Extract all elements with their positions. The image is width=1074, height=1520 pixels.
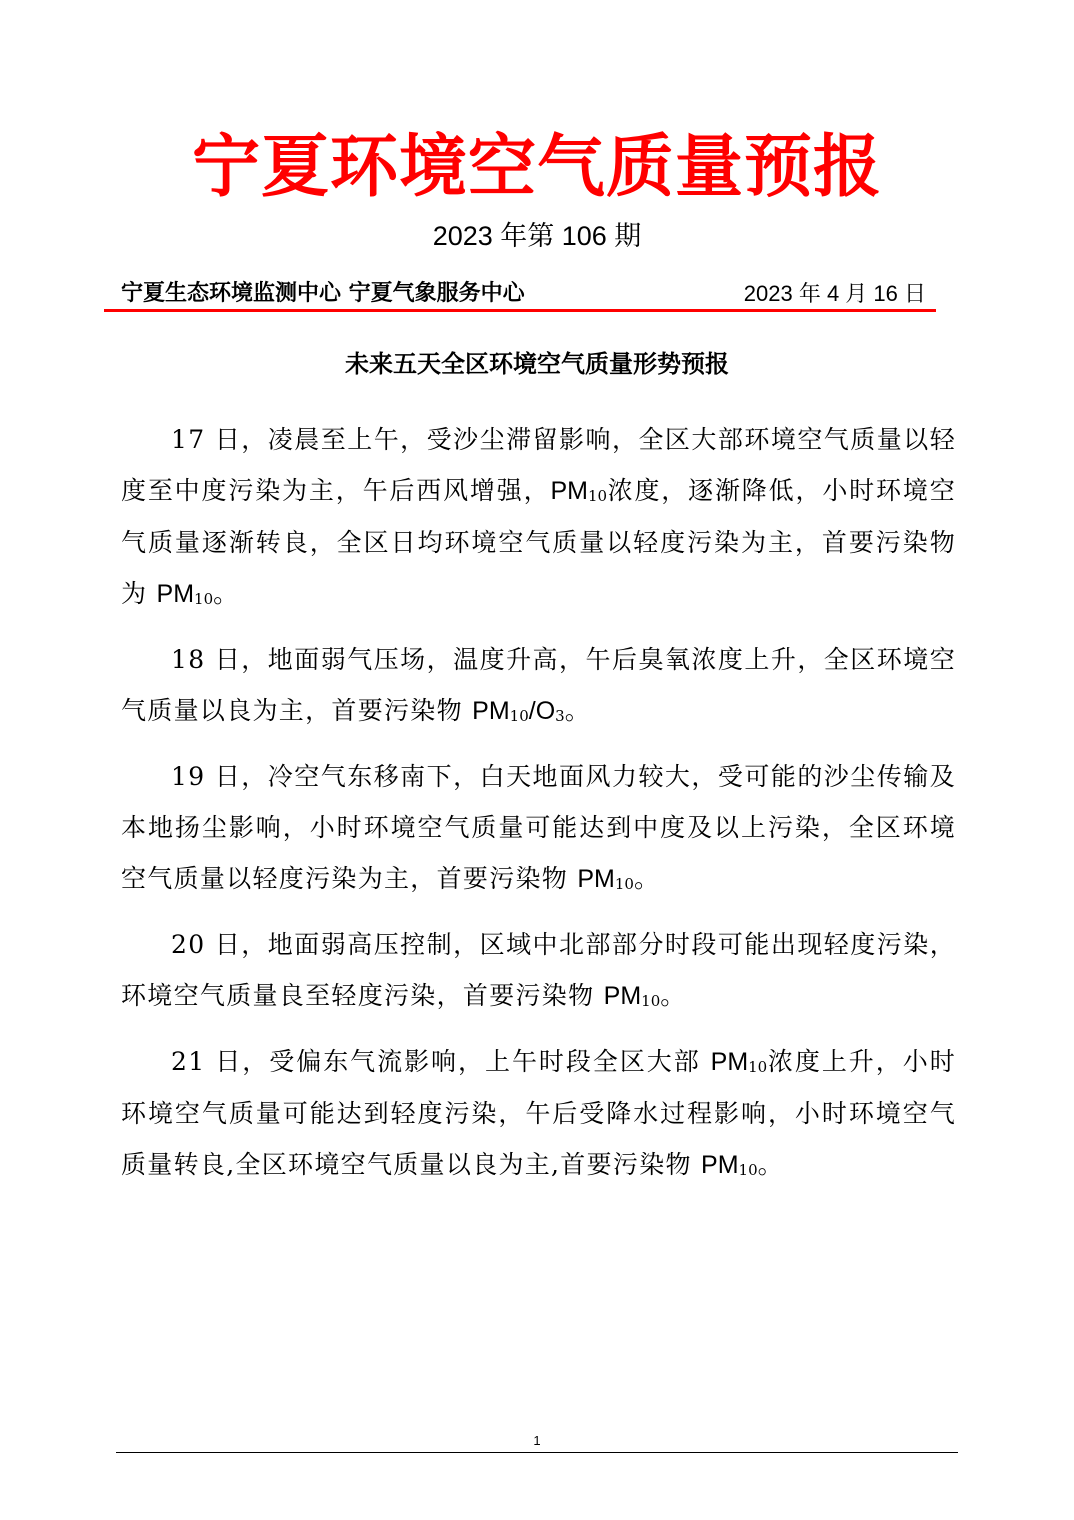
paragraph-end: 。 [213, 579, 240, 608]
paragraph-text: 21 日，受偏东气流影响，上午时段全区大部 [171, 1047, 711, 1076]
pollutant-subscript: 10 [614, 875, 634, 893]
pollutant-pm: PM [710, 1048, 749, 1076]
pollutant-pm: PM [701, 1151, 739, 1179]
pollutant-subscript: 10 [641, 992, 661, 1010]
pollutant-pm: PM [577, 865, 615, 893]
paragraph-end: 。 [564, 696, 592, 725]
paragraph-end: 。 [633, 864, 661, 893]
pollutant-pm: PM [156, 580, 195, 608]
masthead-title: 宁夏环境空气质量预报 [191, 128, 882, 207]
paragraph-text: 20 日，地面弱高压控制，区域中北部部分时段可能出现轻度污染，环境空气质量良至轻度污染，首要污染物 [121, 930, 956, 1010]
page-number: 1 [533, 1433, 541, 1448]
red-divider [104, 309, 936, 312]
footer-divider [116, 1452, 958, 1453]
forecast-paragraph-19 [121, 751, 956, 905]
forecast-paragraph-21 [121, 1036, 956, 1191]
paragraph-end: 。 [757, 1150, 784, 1179]
pollutant-pm: PM [472, 697, 510, 725]
pollutant-pm: PM [550, 477, 588, 505]
pollutant-subscript: 10 [194, 590, 214, 608]
forecast-body [121, 414, 956, 1205]
paragraph-text: 18 日，地面弱气压场，温度升高，午后臭氧浓度上升，全区环境空气质量以良为主，首要污染物 [121, 645, 956, 725]
section-title: 未来五天全区环境空气质量形势预报 [345, 350, 729, 378]
paragraph-text: 19 日，冷空气东移南下，白天地面风力较大，受可能的沙尘传输及本地扬尘影响，小时环境空气质量可能达到中度及以上污染，全区环境空气质量以轻度污染为主，首要污染物 [121, 762, 956, 893]
pollutant-pm: PM [603, 982, 642, 1010]
issuing-agencies: 宁夏生态环境监测中心 宁夏气象服务中心 [121, 281, 525, 306]
paragraph-text: 17 日，凌晨至上午，受沙尘滞留影响，全区大部环境空气质量以轻度至中度污染为主，午后西风增强， [121, 425, 956, 505]
pollutant-subscript: 10 [748, 1058, 768, 1076]
pollutant-subscript: 10 [738, 1161, 758, 1179]
pollutant-subscript: 10 [587, 487, 608, 505]
forecast-paragraph-20 [121, 919, 956, 1022]
forecast-paragraph-17 [121, 414, 956, 620]
pollutant-o3: /O [528, 697, 556, 725]
issue-number: 2023 年第 106 期 [432, 221, 642, 251]
paragraph-text: 浓度，逐渐降低，小时环境空气质量逐渐转良，全区日均环境空气质量以轻度污染为主，首要污染物为 [121, 476, 956, 608]
paragraph-end: 。 [660, 981, 687, 1010]
pollutant-subscript: 10 [509, 707, 529, 725]
forecast-paragraph-18 [121, 634, 956, 737]
pollutant-subscript: 3 [555, 707, 565, 725]
paragraph-text: 浓度上升，小时环境空气质量可能达到轻度污染，午后受降水过程影响，小时环境空气质量转良,全区环境空气质量以良为主,首要污染物 [121, 1047, 956, 1179]
issue-date: 2023 年 4 月 16 日 [743, 281, 926, 306]
